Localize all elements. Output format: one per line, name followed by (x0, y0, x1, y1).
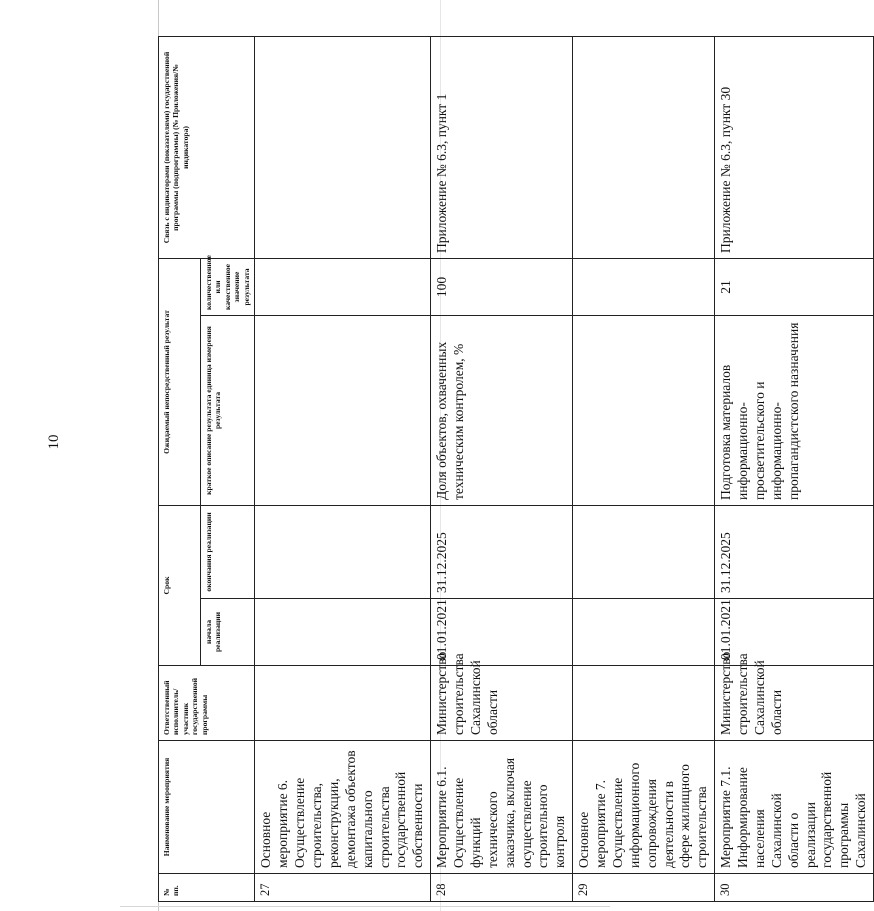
row-executor (255, 666, 431, 741)
row-desc: Доля объектов, охваченных техническим контролем, % (431, 315, 573, 505)
table-row (573, 36, 715, 901)
row-link (573, 36, 715, 258)
row-end: 31.12.2025 (431, 505, 573, 598)
row-executor (573, 666, 715, 741)
row-start: 01.01.2021 (715, 599, 874, 666)
header-result: Ожидаемый непосредственный результат (159, 258, 201, 505)
row-value (255, 258, 431, 315)
row-num: 28 (431, 874, 573, 902)
header-executor: Ответственный исполнитель/участник государственной программы (159, 666, 255, 741)
row-executor: Министерство строительства Сахалинской области (715, 666, 874, 741)
row-num: 30 (715, 874, 874, 902)
row-end (255, 505, 431, 598)
header-row (159, 36, 201, 901)
row-link (255, 36, 431, 258)
row-end: 31.12.2025 (715, 505, 874, 598)
header-name: Наименование мероприятия (159, 741, 255, 874)
row-name: Основное мероприятие 7. Осуществление информационного сопровождения деятельности в сфере жилищного строительства (573, 741, 715, 874)
row-link: Приложение № 6.3, пункт 1 (431, 36, 573, 258)
row-name: Мероприятие 7.1. Информирование населения Сахалинской области о реализации государственной программы Сахалинской (715, 741, 874, 874)
header-term: Срок (159, 505, 201, 665)
row-link: Приложение № 6.3, пункт 30 (715, 36, 874, 258)
table-row (715, 36, 874, 901)
row-desc (255, 315, 431, 505)
header-result-desc: краткое описание результата единица измерения результата (201, 315, 255, 505)
page-number: 10 (46, 434, 62, 450)
table-row (255, 36, 431, 901)
row-desc (573, 315, 715, 505)
row-name: Мероприятие 6.1. Осуществление функций технического заказчика, включая осуществление строительного контроля (431, 741, 573, 874)
table-row (431, 36, 573, 901)
header-term-end: окончания реализации (201, 505, 255, 598)
row-end (573, 505, 715, 598)
row-value: 21 (715, 258, 874, 315)
row-start: 01.01.2021 (431, 599, 573, 666)
row-value: 100 (431, 258, 573, 315)
header-term-start: начала реализации (201, 599, 255, 666)
activities-table (158, 36, 874, 902)
document-sheet (158, 37, 869, 902)
row-name: Основное мероприятие 6. Осуществление строительства, реконструкции, демонтажа объектов капитального строительства государственной собственности (255, 741, 431, 874)
row-executor: Министерство строительства Сахалинской области (431, 666, 573, 741)
row-start (255, 599, 431, 666)
row-desc: Подготовка материалов информационно-просветительского и информационно-пропагандистского назначения (715, 315, 874, 505)
header-result-value: количественное или качественное значение результата (201, 258, 255, 315)
row-start (573, 599, 715, 666)
row-num: 29 (573, 874, 715, 902)
header-num: № пп. (159, 874, 255, 902)
header-link: Связь с индикаторами (показателями) государственной программы (подпрограммы) (№ Приложения/№ индикатора) (159, 36, 255, 258)
row-num: 27 (255, 874, 431, 902)
row-value (573, 258, 715, 315)
